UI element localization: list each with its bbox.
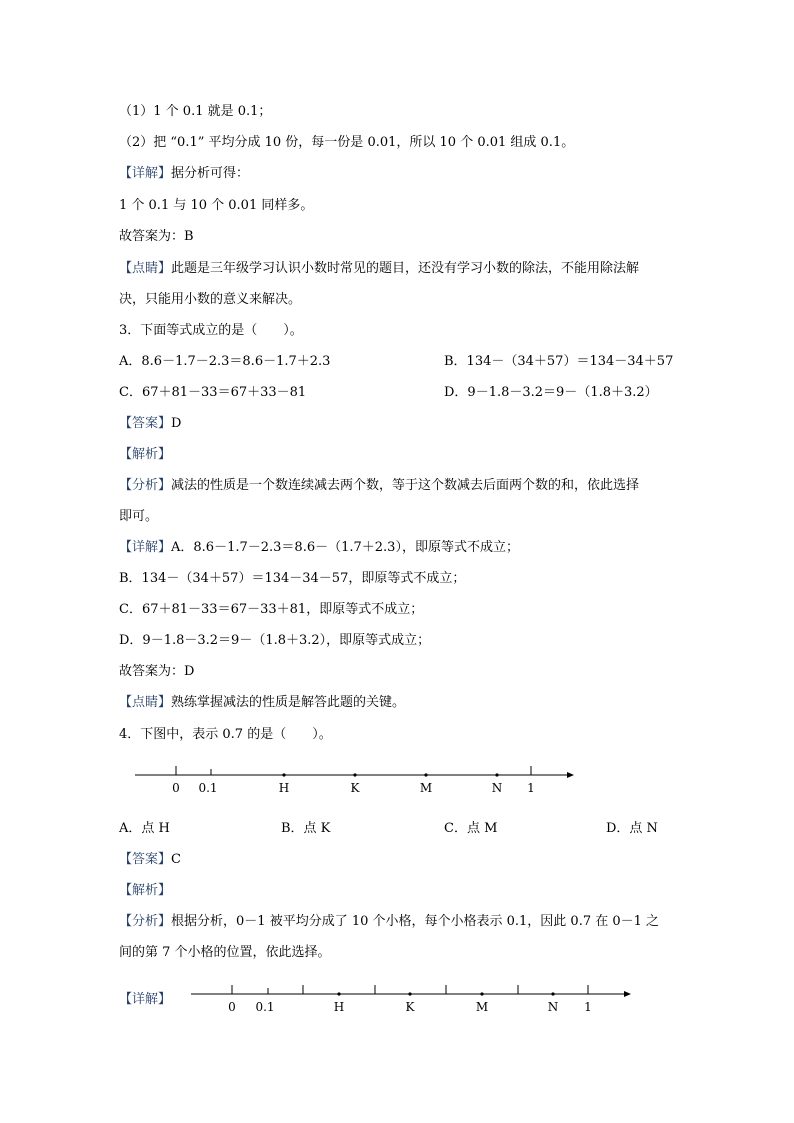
q3-detail-2: B．134－（34＋57）＝134－34－57，即原等式不成立； [119, 571, 466, 586]
tip-tag: 【点睛】 [119, 261, 172, 276]
label-k: K [405, 1000, 415, 1014]
label-n: N [491, 781, 503, 795]
q4-option-d: D．点 N [606, 821, 658, 836]
label-0: 0 [228, 1000, 236, 1014]
tip-text: 熟练掌握减法的性质是解答此题的关键。 [171, 695, 406, 710]
tip-tag: 【点睛】 [119, 695, 172, 710]
q3-option-c: C．67＋81－33＝67＋33－81 [119, 385, 307, 400]
q3-option-b: B．134－（34＋57）＝134－34＋57 [444, 354, 674, 369]
label-h: H [333, 1000, 345, 1014]
detail-tag: 【详解】 [119, 166, 172, 181]
q3-stem: 3．下面等式成立的是（ ）。 [119, 323, 303, 338]
fenxi-text: 根据分析，0－1 被平均分成了 10 个小格，每个小格表示 0.1，因此 0.7 在 0－1 之 [171, 914, 660, 929]
q4-detail-tag: 【详解】 [119, 992, 172, 1007]
q4-option-b: B．点 K [281, 821, 331, 836]
label-h: H [278, 781, 290, 795]
label-0: 0 [172, 781, 180, 795]
q4-stem: 4．下图中，表示 0.7 的是（ ）。 [119, 727, 332, 742]
detail-text: 据分析可得： [171, 166, 250, 181]
q4-fenxi-2: 间的第 7 个小格的位置，依此选择。 [119, 945, 331, 960]
q3-conclusion: 故答案为：D [119, 664, 195, 679]
axis-arrow [624, 991, 631, 997]
q3-fenxi-2: 即可。 [119, 509, 159, 524]
point-n [551, 992, 554, 995]
label-k: K [350, 781, 360, 795]
q3-option-d: D．9－1.8－3.2＝9－（1.8＋3.2） [444, 385, 658, 400]
point-m [480, 992, 483, 995]
tip-text: 此题是三年级学习认识小数时常见的题目，还没有学习小数的除法，不能用除法解 [171, 261, 640, 276]
label-0.1: 0.1 [198, 781, 218, 795]
fenxi-text: 减法的性质是一个数连续减去两个数，等于这个数减去后面两个数的和，依此选择 [171, 478, 640, 493]
q4-analysis-tag: 【解析】 [119, 883, 172, 898]
fenxi-tag: 【分析】 [119, 914, 172, 929]
line-1: （1）1 个 0.1 就是 0.1； [119, 104, 272, 119]
label-0.1: 0.1 [255, 1000, 275, 1014]
point-h [337, 992, 340, 995]
line-4: 1 个 0.1 与 10 个 0.01 同样多。 [119, 198, 314, 213]
answer-tag: 【答案】 [119, 416, 172, 431]
line-2: （2）把 “0.1” 平均分成 10 份，每一份是 0.01，所以 10 个 0.01 组成 0.1。 [119, 135, 575, 150]
q3-detail-3: C．67＋81－33＝67－33＋81，即原等式不成立； [119, 602, 424, 617]
label-n: N [547, 1000, 559, 1014]
line-7: 决，只能用小数的意义来解决。 [119, 292, 302, 307]
detail-tag: 【详解】 [119, 540, 172, 555]
label-m: M [419, 781, 433, 795]
answer-value: C [171, 852, 181, 867]
q3-analysis-tag: 【解析】 [119, 447, 172, 462]
answer-value: D [171, 416, 182, 431]
q4-option-a: A．点 H [119, 821, 170, 836]
fenxi-tag: 【分析】 [119, 478, 172, 493]
point-k [408, 992, 411, 995]
q4-option-c: C．点 M [444, 821, 498, 836]
q3-detail-4: D．9－1.8－3.2＝9－（1.8＋3.2），即原等式成立； [119, 633, 431, 648]
label-1: 1 [527, 781, 535, 795]
label-m: M [475, 1000, 489, 1014]
answer-tag: 【答案】 [119, 852, 172, 867]
line-5: 故答案为：B [119, 229, 194, 244]
q3-option-a: A．8.6－1.7－2.3＝8.6－1.7＋2.3 [119, 354, 331, 369]
detail-text: A．8.6－1.7－2.3＝8.6－（1.7＋2.3），即原等式不成立； [171, 540, 519, 555]
label-1: 1 [584, 1000, 592, 1014]
